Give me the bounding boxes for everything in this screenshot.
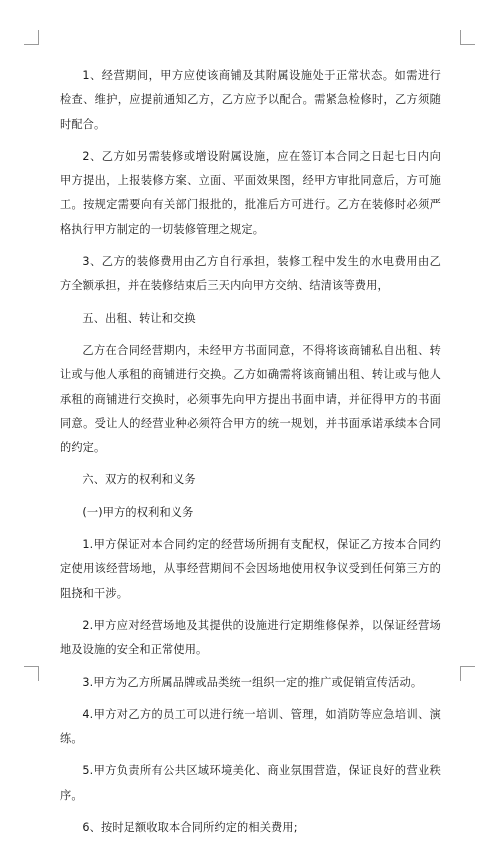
crop-mark-top-left xyxy=(24,30,39,45)
subsection-heading-party-a: (一)甲方的权利和义务 xyxy=(82,505,194,519)
clause-5-1: 1、经营期间，甲方应使该商铺及其附属设施处于正常状态。如需进行检查、维护，应提前通知乙方，乙方应予以配合。需紧急检修时，乙方须随时配合。 xyxy=(60,69,441,131)
section-heading-sublease: 五、出租、转让和交换 xyxy=(82,311,196,325)
party-a-clause-1: 1.甲方保证对本合同约定的经营场所拥有支配权，保证乙方按本合同约定使用该经营场地，从事经营期间不会因场地使用权争议受到任何第三方的阻挠和干涉。 xyxy=(60,538,441,600)
section-heading-rights: 六、双方的权利和义务 xyxy=(82,473,196,487)
party-a-clause-2: 2.甲方应对经营场地及其提供的设施进行定期维修保养，以保证经营场地及设施的安全和正常使用。 xyxy=(60,618,441,657)
crop-mark-bottom-left xyxy=(24,666,39,681)
crop-mark-bottom-right xyxy=(460,666,475,681)
party-a-clause-4: 4.甲方对乙方的员工可以进行统一培训、管理，如消防等应急培训、演练。 xyxy=(60,707,441,746)
document-body xyxy=(60,64,441,848)
party-a-clause-3: 3.甲方为乙方所属品牌或品类统一组织一定的推广或促销宣传活动。 xyxy=(82,675,423,689)
party-a-clause-5: 5.甲方负责所有公共区域环境美化、商业氛围营造，保证良好的营业秩序。 xyxy=(60,764,441,802)
party-a-clause-6: 6、按时足额收取本合同所约定的相关费用; xyxy=(82,821,298,835)
crop-mark-top-right xyxy=(460,30,475,45)
clause-5-2: 2、乙方如另需装修或增设附属设施，应在签订本合同之日起七日内向甲方提出，上报装修方案、立面、平面效果图，经甲方审批同意后，方可施工。按规定需要向有关部门报批的，批准后方可进行。乙方在装修时必须严格执行甲方制定的一切装修管理之规定。 xyxy=(60,149,441,236)
clause-5-3: 3、乙方的装修费用由乙方自行承担，装修工程中发生的水电费用由乙方全额承担，并在装修结束后三天内向甲方交纳、结清该等费用， xyxy=(60,255,441,293)
sublease-paragraph: 乙方在合同经营期内，未经甲方书面同意，不得将该商铺私自出租、转让或与他人承租的商铺进行交换。乙方如确需将该商铺出租、转让或与他人承租的商铺进行交换时，必须事先向甲方提出书面申请，并征得甲方的书面同意。受让人的经营业种必须符合甲方的统一规划，并书面承诺承续本合同的约定。 xyxy=(60,343,441,455)
